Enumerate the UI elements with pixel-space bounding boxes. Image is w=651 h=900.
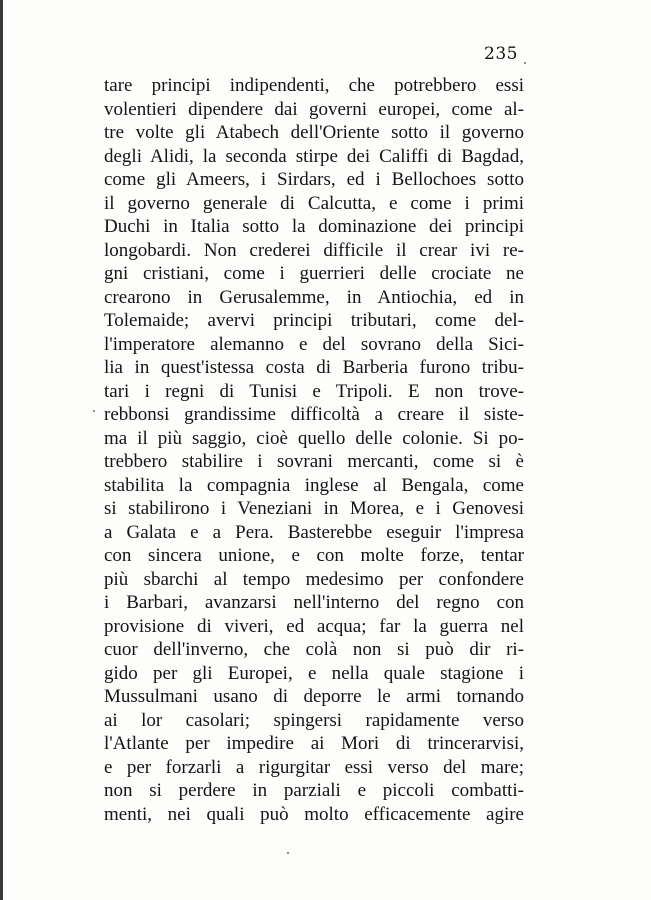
text-line-32: menti, nei quali può molto efficacemente agire (104, 803, 524, 825)
text-line-11: Tolemaide; avervi principi tributari, come del- (104, 310, 524, 331)
text-line-10: crearono in Gerusalemme, in Antiochia, ed in (104, 286, 524, 308)
text-line-30: e per forzarli a rigurgitar essi verso del mare; (104, 756, 524, 778)
text-line-24: provisione di viveri, ed acqua; far la guerra nel (104, 615, 524, 637)
text-line-12: l'imperatore alemanno e del sovrano della Sici- (104, 333, 524, 355)
ink-speck (287, 852, 289, 854)
text-line-20: a Galata e a Pera. Basterebbe eseguir l'impresa (104, 521, 524, 543)
text-line-21: con sincera unione, e con molte forze, tentar (104, 545, 524, 566)
text-line-18: stabilita la compagnia inglese al Bengala, come (104, 474, 524, 496)
ink-speck (524, 62, 526, 64)
text-line-8: longobardi. Non crederei difficile il crear ivi re- (104, 239, 524, 261)
text-line-27: Mussulmani usano di deporre le armi tornando (104, 686, 524, 707)
text-line-26: gido per gli Europei, e nella quale stagione i (104, 662, 524, 684)
text-line-3: tre volte gli Atabech dell'Oriente sotto il governo (104, 122, 524, 143)
text-line-15: rebbonsi grandissime difficoltà a creare il siste- (104, 404, 524, 425)
text-line-19: si stabilirono i Veneziani in Morea, e i Genovesi (104, 498, 524, 519)
text-line-9: gni cristiani, come i guerrieri delle crociate ne (104, 263, 524, 284)
text-line-13: lia in quest'istessa costa di Barberia furono tribu- (104, 357, 524, 378)
text-line-29: l'Atlante per impedire ai Mori di trincerarvisi, (104, 733, 524, 754)
text-line-14: tari i regni di Tunisi e Tripoli. E non trove- (104, 380, 524, 402)
text-line-7: Duchi in Italia sotto la dominazione dei principi (104, 216, 524, 237)
text-line-31: non si perdere in parziali e piccoli combatti- (104, 780, 524, 801)
text-line-28: ai lor casolari; spingersi rapidamente verso (104, 709, 524, 731)
page-left-edge (0, 0, 3, 900)
text-line-4: degli Alidi, la seconda stirpe dei Califfi di Bagdad, (104, 145, 524, 167)
body-text (104, 74, 524, 826)
text-line-6: il governo generale di Calcutta, e come i primi (104, 192, 524, 214)
text-line-16: ma il più saggio, cioè quello delle colonie. Si po- (104, 427, 524, 449)
text-line-2: volentieri dipendere dai governi europei, come al- (104, 98, 524, 120)
text-line-17: trebbero stabilire i sovrani mercanti, come si è (104, 451, 524, 472)
ink-speck (93, 410, 95, 412)
page-number: 235 (484, 44, 518, 64)
text-line-1: tare principi indipendenti, che potrebbero essi (104, 75, 524, 96)
text-line-22: più sbarchi al tempo medesimo per confondere (104, 568, 524, 590)
text-line-23: i Barbari, avanzarsi nell'interno del regno con (104, 592, 524, 613)
text-line-25: cuor dell'inverno, che colà non si può dir ri- (104, 639, 524, 660)
text-line-5: come gli Ameers, i Sirdars, ed i Bellochoes sotto (104, 169, 524, 190)
